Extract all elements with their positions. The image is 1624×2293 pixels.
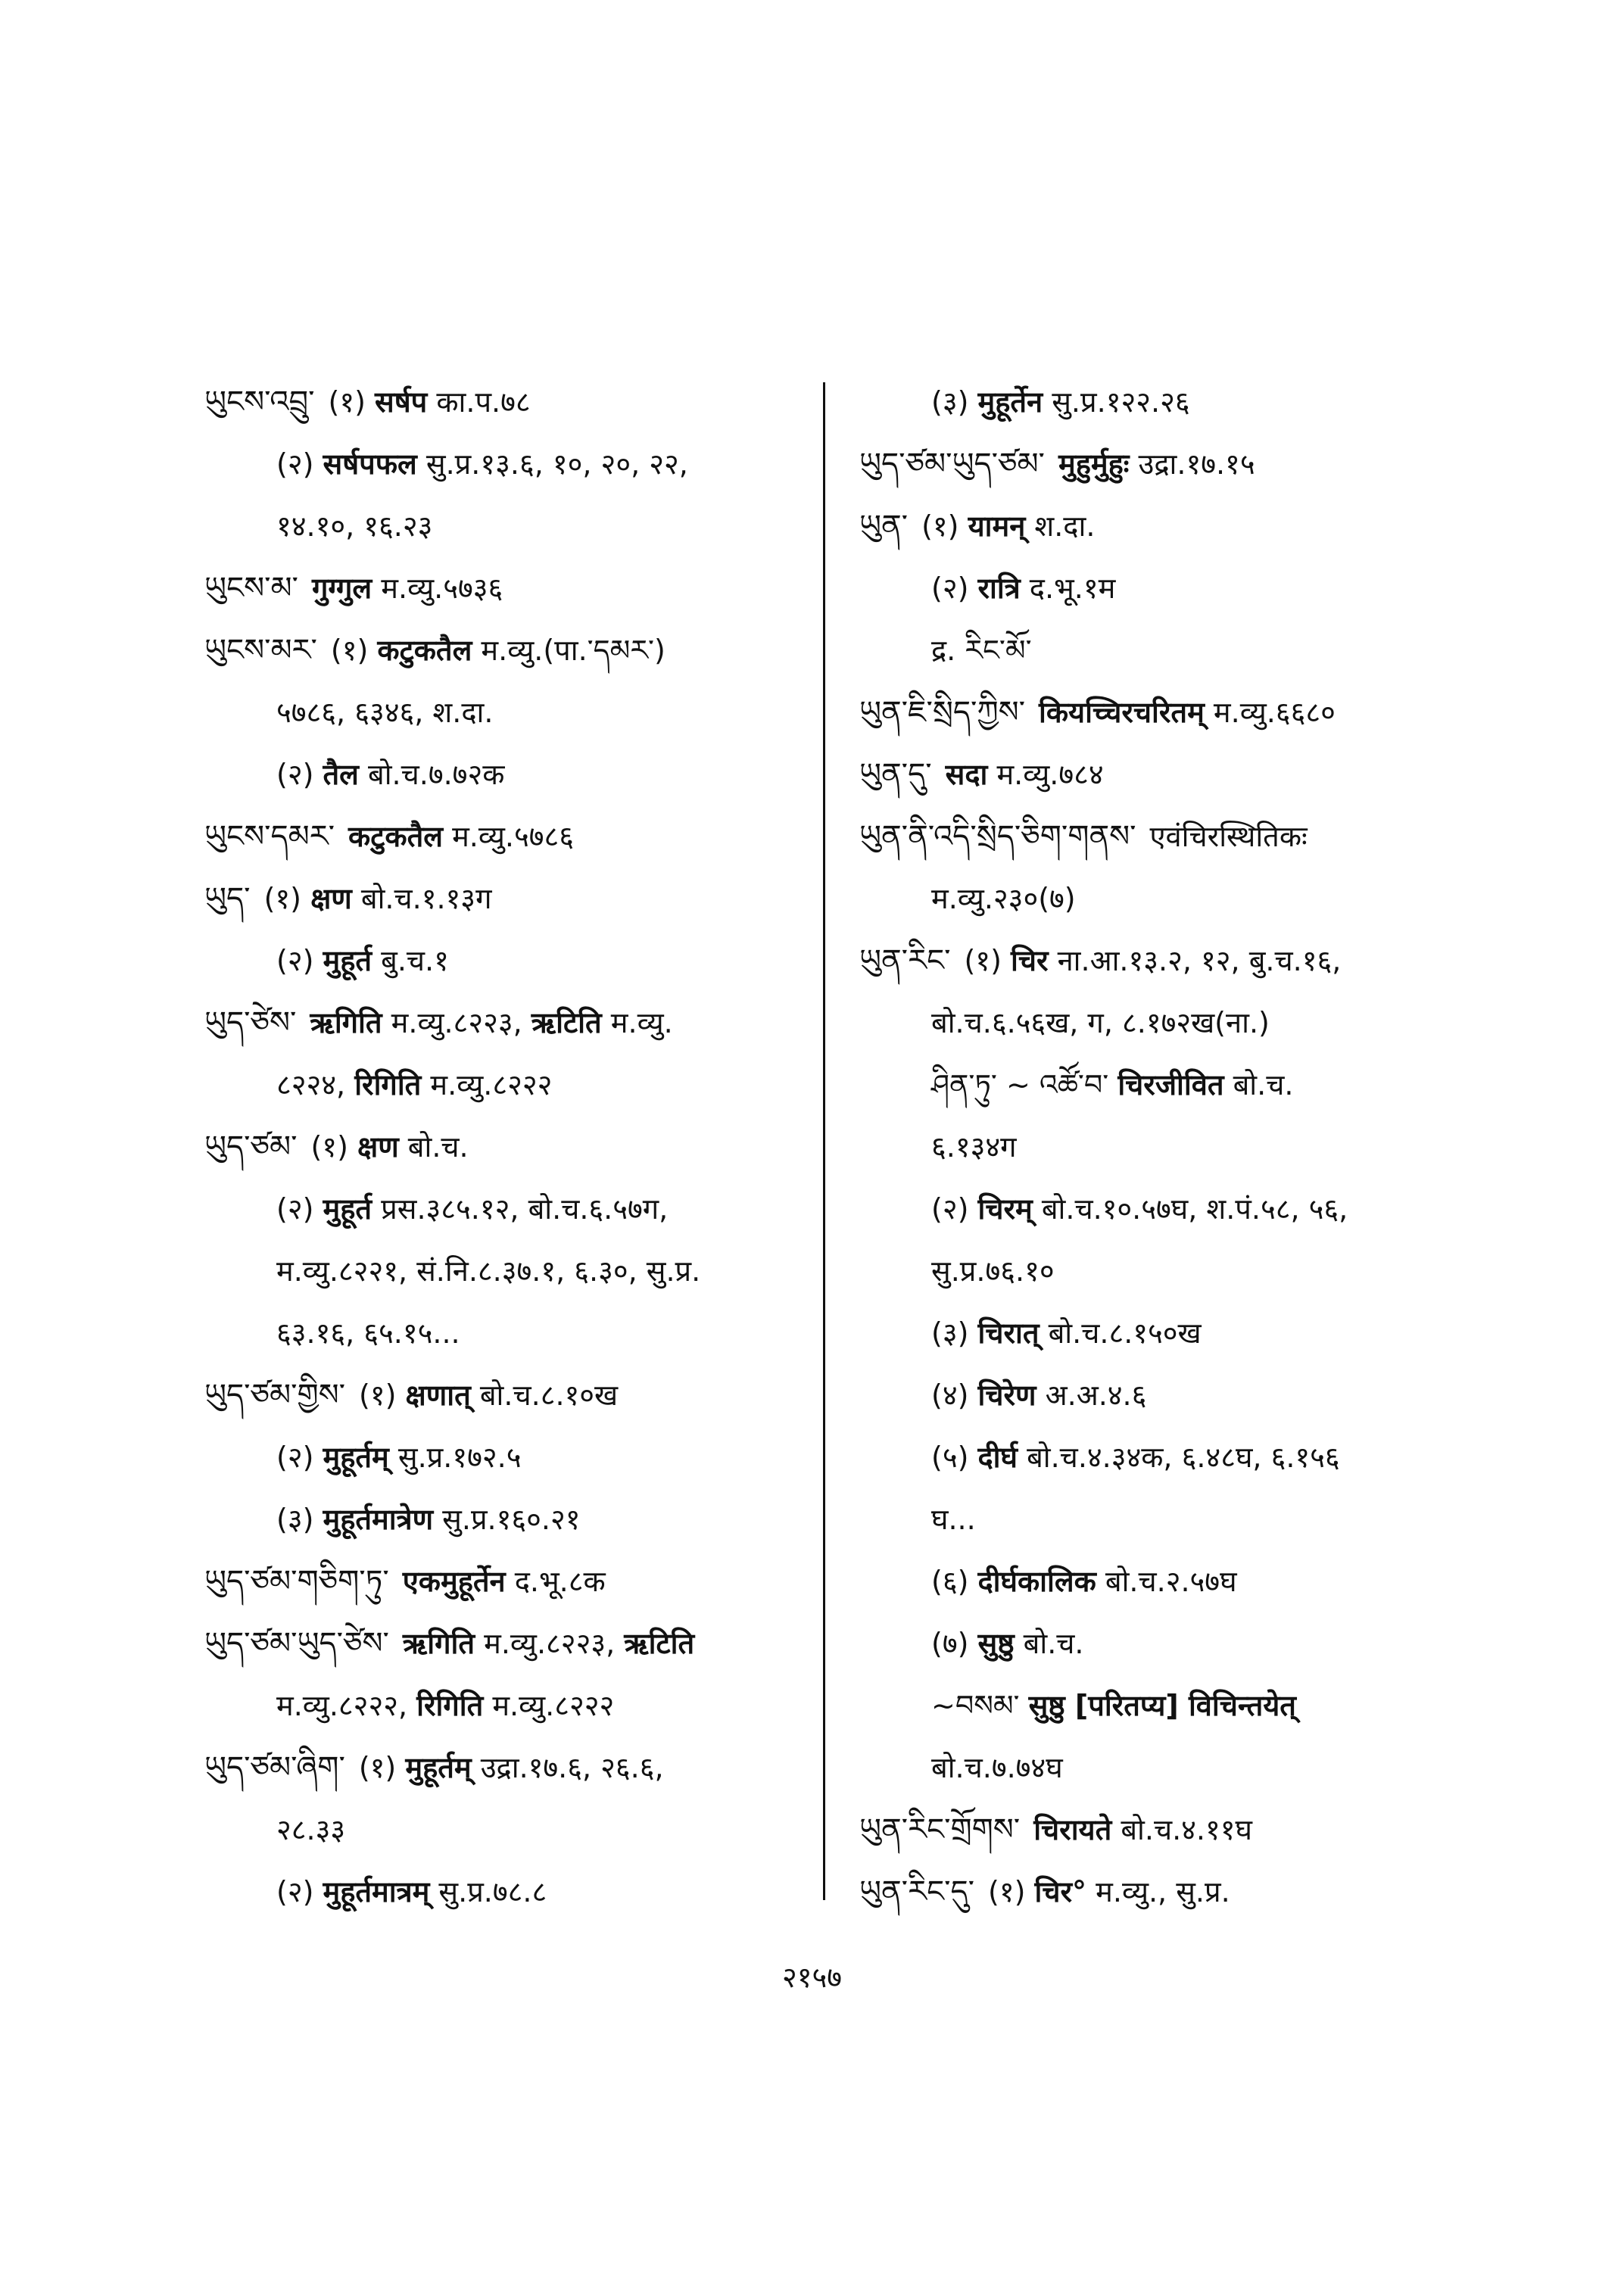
reference-text: (३) — [931, 385, 978, 419]
reference-text: (३) — [931, 1316, 978, 1350]
sanskrit-term: रात्रि — [977, 572, 1021, 605]
entry-continuation-line — [859, 1612, 1450, 1675]
reference-text: बु.च.१ — [372, 944, 449, 977]
tibetan-headword: ཡུད་ཙམ་ — [204, 1129, 298, 1164]
reference-text: (१) — [263, 882, 311, 915]
entry-line — [204, 1550, 833, 1612]
tibetan-headword: ཡུན་ — [859, 509, 909, 544]
sanskrit-term: यामन् — [968, 509, 1026, 543]
reference-text: (१) — [359, 1379, 406, 1412]
sanskrit-term: मुहूर्तमात्रम् — [323, 1875, 430, 1908]
reference-text: बो.च. — [1014, 1627, 1084, 1660]
entry-line — [859, 495, 1450, 557]
reference-text: म.व्यु.५७३६ — [372, 572, 503, 605]
sanskrit-term: कियच्चिरचरितम् — [1039, 696, 1205, 729]
reference-text: बो.च.८.१५०ख — [1039, 1316, 1202, 1350]
reference-text: बो.च.४.११घ — [1111, 1813, 1252, 1846]
sanskrit-term: चिरम् — [977, 1192, 1033, 1226]
reference-text: (२) — [931, 572, 978, 605]
reference-text: (२) — [276, 1441, 323, 1474]
sanskrit-term: तैल — [323, 758, 359, 791]
sanskrit-term: दीर्घकालिक — [977, 1565, 1096, 1598]
entry-continuation-line — [204, 1240, 833, 1302]
sanskrit-term: ऋटिति — [624, 1627, 695, 1660]
tibetan-headword: ཡུད་ཙམ་ཡུད་ཙམ་ — [859, 447, 1045, 481]
reference-text: (१) — [358, 1751, 406, 1784]
reference-text: एवंचिरस्थितिकः — [1149, 820, 1308, 853]
reference-text: उद्रा.१७.६, २६.६, — [471, 1751, 664, 1784]
tibetan-headword: ཡུན་རིང་ — [859, 943, 951, 978]
reference-text: ~བསམ་ — [931, 1689, 1029, 1722]
sanskrit-term: सर्षप — [375, 385, 428, 419]
sanskrit-term: मुहूर्त — [323, 944, 372, 977]
tibetan-headword: ཡུད་ཙམ་ཡུད་ཙེས་ — [204, 1626, 389, 1661]
page-number: २१५७ — [781, 1961, 843, 1994]
sanskrit-term: मुहूर्त — [323, 1192, 372, 1226]
entry-continuation-line — [859, 1116, 1450, 1178]
reference-text: सु.प्र.१२२.२६ — [1043, 385, 1190, 419]
reference-text: म.व्यु.७८४ — [987, 758, 1104, 791]
reference-text: श.दा. — [1025, 509, 1096, 543]
reference-text: १४.१०, १६.२३ — [276, 509, 433, 543]
tibetan-headword: ཡུད་ཙམ་གྱིས་ — [204, 1378, 346, 1413]
reference-text: बो.च.६.५६ख, ग, ८.१७२ख(ना.) — [931, 1006, 1270, 1039]
entry-continuation-line — [204, 433, 833, 495]
sanskrit-term: चिरजीवित — [1117, 1068, 1224, 1101]
reference-text: म.व्यु.५७८६ — [443, 820, 575, 853]
entry-continuation-line — [204, 930, 833, 992]
entry-line — [204, 371, 833, 433]
entry-continuation-line — [859, 1675, 1450, 1737]
entry-continuation-line — [204, 1488, 833, 1550]
sanskrit-term: मुहूर्तमात्रेण — [323, 1503, 434, 1536]
reference-text: बो.च. — [398, 1130, 469, 1164]
reference-text: सु.प्र.१७२.५ — [388, 1441, 522, 1474]
reference-text: म.व्यु.८२२२ — [483, 1689, 615, 1722]
tibetan-headword: ཡུན་རིང་དུ་ — [859, 1874, 975, 1909]
reference-text: उद्रा.१७.१५ — [1129, 447, 1255, 481]
sanskrit-term: मुहूर्तम् — [323, 1441, 389, 1474]
tibetan-headword: ཡུན་དུ་ — [859, 757, 932, 792]
sanskrit-term: ऋगिति — [310, 1006, 382, 1039]
sanskrit-term: सुष्ठु [परितप्य] विचिन्तयेत् — [1028, 1689, 1296, 1722]
sanskrit-term: सुष्ठु — [977, 1627, 1015, 1660]
reference-text: (२) — [276, 1192, 323, 1226]
entry-line — [204, 619, 833, 681]
reference-text: म.व्यु., सु.प्र. — [1086, 1875, 1230, 1908]
sanskrit-term: चिर° — [1034, 1875, 1087, 1908]
reference-text: अ.अ.४.६ — [1036, 1379, 1147, 1412]
entry-continuation-line — [859, 1240, 1450, 1302]
column-divider — [823, 382, 825, 1900]
entry-line — [204, 868, 833, 930]
sanskrit-term: कटुकतैल — [348, 820, 443, 853]
entry-continuation-line — [859, 1426, 1450, 1488]
sanskrit-term: चिरेण — [977, 1379, 1036, 1412]
tibetan-headword: ཡུན་ནི་འདི་སྲིད་ཅིག་གནས་ — [859, 819, 1136, 854]
reference-text: बो.च. — [1223, 1068, 1294, 1101]
sanskrit-term: कटुकतैल — [377, 634, 472, 667]
sanskrit-term: क्षण — [310, 882, 352, 915]
reference-text: बो.च.४.३४क, ६.४८घ, ६.१५६ — [1017, 1441, 1340, 1474]
entry-line — [859, 681, 1450, 743]
reference-text: का.प.७८ — [427, 385, 531, 419]
entry-continuation-line — [204, 1799, 833, 1861]
entry-continuation-line — [859, 1054, 1450, 1116]
reference-text: द्र. རིང་མོ་ — [931, 634, 1032, 667]
entry-continuation-line — [204, 1178, 833, 1240]
tibetan-headword: ཡུངས་འབྲུ་ — [204, 385, 315, 419]
entry-line — [204, 1116, 833, 1178]
sanskrit-term: सर्षपफल — [323, 447, 417, 481]
entry-continuation-line — [859, 1488, 1450, 1550]
reference-text: ६.१३४ग — [931, 1130, 1017, 1164]
entry-line — [859, 805, 1450, 868]
reference-text: द.भू.१म — [1020, 572, 1116, 605]
tibetan-headword: ཡུངས་མར་ — [204, 633, 317, 668]
reference-text: (४) — [931, 1379, 978, 1412]
reference-text: म.व्यु.८२२१, सं.नि.८.३७.१, ६.३०, सु.प्र. — [276, 1254, 701, 1288]
entry-line — [859, 1799, 1450, 1861]
reference-text: सु.प्र.१३.६, १०, २०, २२, — [416, 447, 688, 481]
entry-continuation-line — [204, 1302, 833, 1364]
reference-text: म.व्यु.२३०(७) — [931, 882, 1076, 915]
reference-text: (३) — [276, 1503, 323, 1536]
tibetan-headword: ཡུད་ — [204, 881, 251, 916]
reference-text: ६३.१६, ६५.१५... — [276, 1316, 460, 1350]
entry-continuation-line — [204, 1861, 833, 1923]
entry-line — [204, 992, 833, 1054]
reference-text: म.व्यु.८२२२, — [276, 1689, 417, 1722]
reference-text: (१) — [330, 634, 378, 667]
entry-line — [859, 433, 1450, 495]
tibetan-headword: ཡུན་རིང་གྲོགས་ — [859, 1812, 1021, 1847]
entry-line — [204, 1364, 833, 1426]
entry-line — [204, 1737, 833, 1799]
right-column — [859, 371, 1450, 1923]
reference-text: (२) — [276, 1875, 323, 1908]
reference-text: बो.च.१.१३ग — [351, 882, 492, 915]
sanskrit-term: क्षणात् — [405, 1379, 471, 1412]
reference-text: ५७८६, ६३४६, श.दा. — [276, 696, 494, 729]
sanskrit-term: गुग्गुल — [311, 572, 372, 605]
reference-text: (५) — [931, 1441, 978, 1474]
reference-text: (१) — [988, 1875, 1035, 1908]
sanskrit-term: सदा — [945, 758, 988, 791]
sanskrit-term: रिगिति — [354, 1068, 422, 1101]
entry-line — [859, 743, 1450, 805]
sanskrit-term: दीर्घ — [977, 1441, 1018, 1474]
tibetan-headword: ཡུངས་མ་ — [204, 571, 298, 606]
reference-text: २८.३३ — [276, 1813, 346, 1846]
reference-text: (१) — [964, 944, 1011, 977]
entry-continuation-line — [859, 619, 1450, 681]
sanskrit-term: रिगिति — [416, 1689, 484, 1722]
reference-text: ཤིན་ཏུ་ ~ འཚོ་བ་ — [931, 1068, 1118, 1101]
sanskrit-term: मुहुर्मुहुः — [1058, 447, 1130, 481]
entry-continuation-line — [859, 992, 1450, 1054]
reference-text: सु.प्र.१६०.२१ — [433, 1503, 581, 1536]
sanskrit-term: ऋटिति — [531, 1006, 602, 1039]
tibetan-headword: ཡུད་ཙམ་ཞིག་ — [204, 1750, 345, 1785]
entry-continuation-line — [204, 1426, 833, 1488]
reference-text: (२) — [931, 1192, 978, 1226]
entry-continuation-line — [204, 743, 833, 805]
tibetan-headword: ཡུངས་དམར་ — [204, 819, 335, 854]
reference-text: बो.च.२.५७घ — [1096, 1565, 1237, 1598]
reference-text: (१) — [328, 385, 376, 419]
reference-text: (२) — [276, 447, 323, 481]
reference-text: (७) — [931, 1627, 978, 1660]
reference-text: घ... — [931, 1503, 976, 1536]
reference-text: (१) — [310, 1130, 357, 1164]
reference-text: बो.च.७.७४घ — [931, 1751, 1063, 1784]
left-column — [204, 371, 833, 1923]
tibetan-headword: ཡུན་ཇི་སྲིད་ཀྱིས་ — [859, 695, 1025, 730]
entry-continuation-line — [204, 1054, 833, 1116]
reference-text: सु.प्र.७८.८ — [429, 1875, 547, 1908]
reference-text: ना.आ.१३.२, १२, बु.च.१६, — [1048, 944, 1342, 977]
reference-text: म.व्यु. — [601, 1006, 673, 1039]
entry-continuation-line — [859, 1178, 1450, 1240]
entry-line — [859, 930, 1450, 992]
reference-text: म.व्यु.८२२२ — [421, 1068, 553, 1101]
entry-continuation-line — [859, 1364, 1450, 1426]
entry-line — [859, 1861, 1450, 1923]
reference-text: म.व्यु.८२२३, — [382, 1006, 531, 1039]
reference-text: बो.च.७.७२क — [358, 758, 505, 791]
entry-line — [204, 557, 833, 619]
tibetan-headword: ཡུད་ཙེས་ — [204, 1005, 297, 1040]
reference-text: ८२२४, — [276, 1068, 355, 1101]
entry-continuation-line — [204, 681, 833, 743]
reference-text: सु.प्र.७६.१० — [931, 1254, 1055, 1288]
reference-text: (६) — [931, 1565, 978, 1598]
sanskrit-term: मुहूर्तेन — [977, 385, 1043, 419]
entry-continuation-line — [204, 495, 833, 557]
entry-continuation-line — [859, 1302, 1450, 1364]
sanskrit-term: क्षण — [357, 1130, 399, 1164]
reference-text: प्रस.३८५.१२, बो.च.६.५७ग, — [372, 1192, 669, 1226]
reference-text: बो.च.१०.५७घ, श.पं.५८, ५६, — [1032, 1192, 1348, 1226]
entry-line — [204, 1612, 833, 1675]
sanskrit-term: एकमुहूर्तेन — [402, 1565, 506, 1598]
entry-line — [204, 805, 833, 868]
tibetan-headword: ཡུད་ཙམ་གཅིག་ཏུ་ — [204, 1564, 389, 1599]
entry-continuation-line — [859, 557, 1450, 619]
entry-continuation-line — [859, 1737, 1450, 1799]
entry-continuation-line — [859, 371, 1450, 433]
reference-text: (२) — [276, 758, 323, 791]
entry-continuation-line — [859, 868, 1450, 930]
reference-text: बो.च.८.१०ख — [470, 1379, 619, 1412]
sanskrit-term: चिरायते — [1033, 1813, 1112, 1846]
reference-text: द.भू.८क — [505, 1565, 606, 1598]
sanskrit-term: चिर — [1010, 944, 1049, 977]
reference-text: (२) — [276, 944, 323, 977]
entry-continuation-line — [859, 1550, 1450, 1612]
entry-continuation-line — [204, 1675, 833, 1737]
reference-text: (१) — [921, 509, 968, 543]
reference-text: म.व्यु.८२२३, — [475, 1627, 625, 1660]
reference-text: म.व्यु.(पा.་དམར་) — [472, 634, 665, 667]
sanskrit-term: चिरात् — [977, 1316, 1040, 1350]
sanskrit-term: ऋगिति — [402, 1627, 475, 1660]
reference-text: म.व्यु.६६८० — [1204, 696, 1336, 729]
sanskrit-term: मुहूर्तम् — [405, 1751, 472, 1784]
